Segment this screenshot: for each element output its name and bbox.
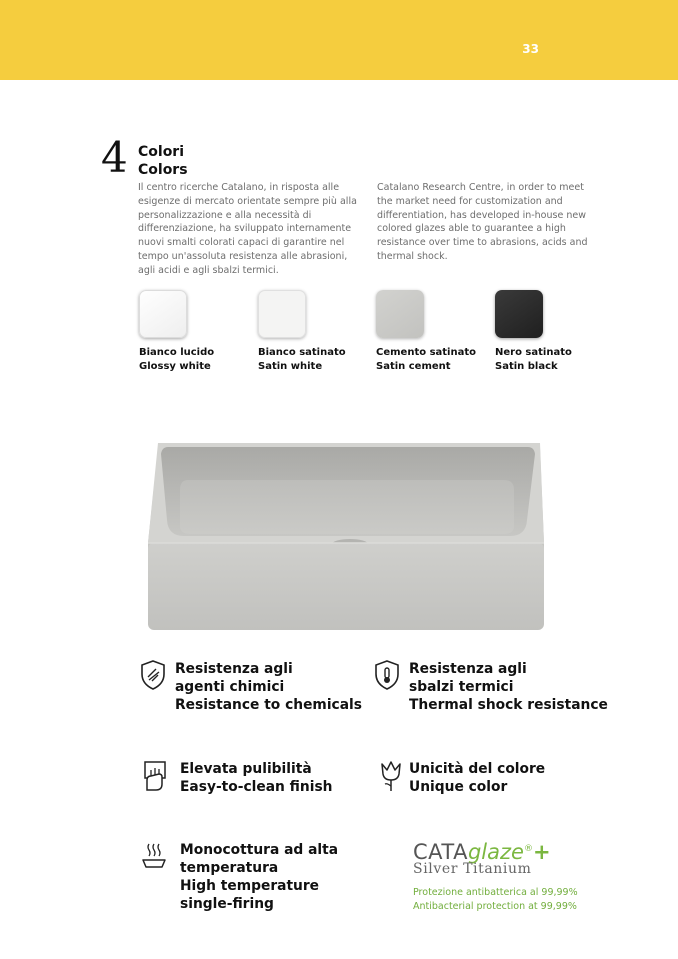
header-bar <box>0 0 678 80</box>
page-number: 33 <box>522 42 539 56</box>
logo-registered-mark: ® <box>523 844 533 854</box>
feature-line: single-firing <box>180 896 274 912</box>
logo-glaze: glaze <box>467 840 524 864</box>
swatch-label-satin-black <box>495 346 572 374</box>
swatch-satin-white <box>258 290 306 338</box>
swatch-label-satin-white <box>258 346 346 374</box>
color-name-it: Cemento satinato <box>376 347 476 358</box>
feature-unique-color <box>409 760 545 796</box>
feature-line: Resistance to chemicals <box>175 697 362 713</box>
swatch-satin-black <box>495 290 543 338</box>
note-it: Protezione antibatterica al 99,99% <box>413 887 578 898</box>
section-title-it: Colori <box>138 144 185 160</box>
color-name-en: Satin black <box>495 361 558 372</box>
feature-line: Resistenza agli <box>175 661 293 677</box>
feature-single-firing <box>180 841 338 913</box>
tulip-icon <box>378 760 404 792</box>
feature-line: agenti chimici <box>175 679 285 695</box>
color-name-en: Satin cement <box>376 361 451 372</box>
logo-cata: CATA <box>413 840 468 864</box>
feature-line: sbalzi termici <box>409 679 514 695</box>
note-en: Antibacterial protection at 99,99% <box>413 900 577 912</box>
shield-chemical-icon <box>140 660 166 690</box>
feature-line: Thermal shock resistance <box>409 697 608 713</box>
section-title-en: Colors <box>138 162 188 178</box>
swatch-satin-cement <box>376 290 424 338</box>
feature-line: Unique color <box>409 779 508 795</box>
feature-line: temperatura <box>180 860 279 876</box>
brand-subtitle: Silver Titanium <box>413 861 532 877</box>
feature-line: Unicità del colore <box>409 761 546 777</box>
antibacterial-note <box>413 886 578 913</box>
swatch-glossy-white <box>139 290 187 338</box>
section-number: 4 <box>101 133 128 182</box>
feature-line: Easy-to-clean finish <box>180 779 333 795</box>
feature-easy-clean <box>180 760 332 796</box>
feature-chemical-resistance <box>175 660 362 714</box>
feature-line: Elevata pulibilità <box>180 761 312 777</box>
description-it: Il centro ricerche Catalano, in risposta alle esigenze di mercato orientate sempre più alla personalizzazione e alla necessità di differenziazione, ha sviluppato internamente nuovi smalti colorati capaci di garantire nel tempo un'assoluta resistenza alle abrasioni, agli acidi e agli sbalzi termici. <box>138 182 357 276</box>
feature-line: High temperature <box>180 878 320 894</box>
logo-plus: + <box>532 840 551 864</box>
color-name-it: Bianco satinato <box>258 347 346 358</box>
feature-thermal-shock <box>409 660 608 714</box>
basin-image <box>148 440 544 636</box>
description-en: Catalano Research Centre, in order to meet the market need for customization and differentiation, has developed in-house new colored glazes able to guarantee a high resistance over time to abrasions, acids and thermal shock. <box>377 182 588 262</box>
color-name-it: Nero satinato <box>495 347 572 358</box>
hand-cleaning-icon <box>141 760 169 792</box>
color-name-en: Satin white <box>258 361 323 372</box>
color-name-en: Glossy white <box>139 361 211 372</box>
feature-line: Monocottura ad alta <box>180 842 339 858</box>
shield-thermometer-icon <box>374 660 400 690</box>
swatch-label-glossy-white <box>139 346 214 374</box>
feature-line: Resistenza agli <box>409 661 527 677</box>
color-name-it: Bianco lucido <box>139 347 215 358</box>
kiln-firing-icon <box>140 842 168 870</box>
swatch-label-satin-cement <box>376 346 476 374</box>
section-title <box>138 143 188 179</box>
